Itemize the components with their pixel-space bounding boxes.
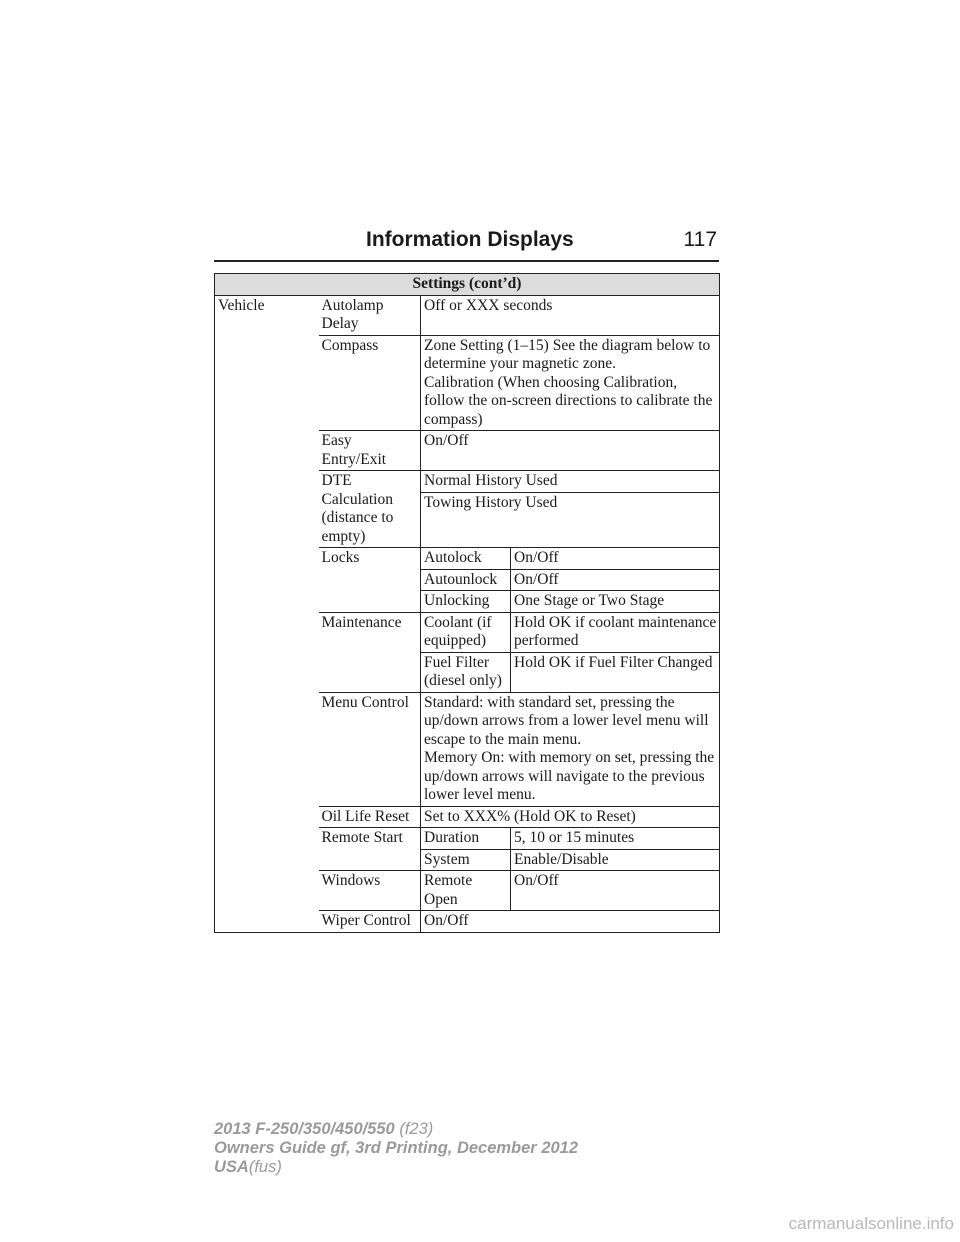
row-value: 5, 10 or 15 minutes [511,828,720,850]
row-value: Set to XXX% (Hold OK to Reset) [421,806,720,828]
footer-model: 2013 F-250/350/450/550 [214,1120,395,1138]
row-label: Oil Life Reset [319,806,421,828]
row-label: Compass [319,335,421,431]
row-label: Menu Control [319,692,421,806]
row-value: Off or XXX seconds [421,295,720,335]
row-value: On/Off [511,569,720,591]
row-value: On/Off [421,911,720,933]
header-rule [214,260,719,262]
row-sublabel: Coolant (if equipped) [421,612,511,652]
row-label: Maintenance [319,612,421,692]
row-value: Normal History Used [421,471,720,493]
section-title: Information Displays [366,228,574,251]
footer-model-code: (f23) [399,1120,434,1138]
row-sublabel: Fuel Filter (diesel only) [421,652,511,692]
menu-standard-text: Standard: with standard set, pressing the up/down arrows from a lower level menu will escape to the main menu. [424,693,709,748]
row-label: Autolamp Delay [319,295,421,335]
row-value: Hold OK if coolant maintenance performed [511,612,720,652]
row-value: On/Off [511,548,720,570]
page-header [214,228,719,258]
row-sublabel: Remote Open [421,871,511,911]
row-label: Wiper Control [319,911,421,933]
row-sublabel: Autounlock [421,569,511,591]
row-value: Enable/Disable [511,849,720,871]
row-label: Windows [319,871,421,911]
settings-table [214,273,720,933]
row-value: Towing History Used [421,493,720,548]
row-value [421,692,720,806]
footer-guide: Owners Guide gf, 3rd Printing, December 2012 [214,1139,579,1157]
table-title: Settings (cont’d) [215,274,720,296]
row-sublabel: Unlocking [421,591,511,613]
row-sublabel: Autolock [421,548,511,570]
row-value: One Stage or Two Stage [511,591,720,613]
row-value: On/Off [511,871,720,911]
row-sublabel: System [421,849,511,871]
row-label: Remote Start [319,828,421,871]
row-value [421,335,720,431]
category-vehicle: Vehicle [215,295,319,932]
watermark: carmanualsonline.info [788,1214,954,1233]
page-footer [214,1120,578,1177]
compass-calibration-text: Calibration (When choosing Calibration, follow the on-screen directions to calibrate the compass) [424,373,713,428]
footer-line-1 [214,1120,578,1139]
row-label: Easy Entry/Exit [319,431,421,471]
footer-line-3 [214,1158,578,1177]
row-value: On/Off [421,431,720,471]
compass-zone-text: Zone Setting (1–15) See the diagram below to determine your magnetic zone. [424,336,711,372]
row-label: Locks [319,548,421,613]
footer-region-code: (fus) [248,1158,282,1176]
table-row [215,295,720,335]
page-number: 117 [683,228,717,251]
row-value: Hold OK if Fuel Filter Changed [511,652,720,692]
footer-region: USA [214,1158,249,1176]
row-sublabel: Duration [421,828,511,850]
menu-memory-text: Memory On: with memory on set, pressing the up/down arrows will navigate to the previous lower level menu. [424,749,715,803]
row-label: DTE Calculation (distance to empty) [319,471,421,548]
